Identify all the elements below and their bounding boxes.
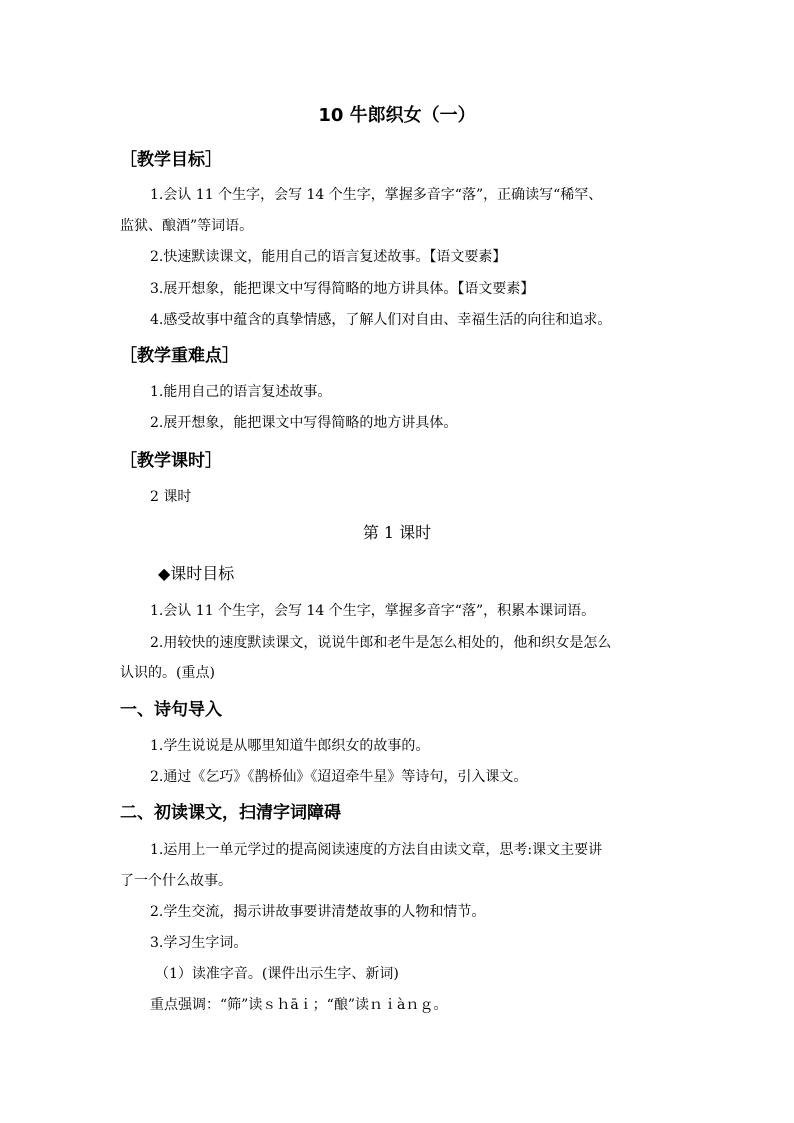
page-title: 10 牛郎织女（一） bbox=[318, 105, 476, 126]
part2-item-3: 3.学习生字词。 bbox=[150, 935, 248, 951]
part2-item-1-cont: 了一个什么故事。 bbox=[120, 873, 232, 889]
key-point-item-1: 1.能用自己的语言复述故事。 bbox=[150, 384, 332, 400]
lesson-goals-heading: ◆课时目标 bbox=[158, 564, 235, 583]
key-points-heading: ［教学重难点］ bbox=[120, 346, 239, 366]
objective-item-2: 2.快速默读课文，能用自己的语言复述故事。【语文要素】 bbox=[150, 249, 507, 265]
part2-emphasis: 重点强调：“筛”读ｓｈāｉ；“酿”读ｎｉàｎｇ。 bbox=[150, 997, 448, 1013]
lesson-goal-2-cont: 认识的。(重点) bbox=[120, 665, 215, 681]
part2-item-2: 2.学生交流，揭示讲故事要讲清楚故事的人物和情节。 bbox=[150, 904, 486, 920]
part1-heading: 一、诗句导入 bbox=[120, 700, 222, 720]
hours-heading: ［教学课时］ bbox=[120, 451, 222, 471]
part1-item-2: 2.通过《乞巧》《鹊桥仙》《迢迢牵牛星》等诗句，引入课文。 bbox=[150, 769, 528, 785]
objective-item-1: 1.会认 11 个生字，会写 14 个生字，掌握多音字“落”，正确读写“稀罕、 bbox=[150, 187, 603, 203]
hours-value: 2 课时 bbox=[150, 489, 192, 505]
lesson-goal-1: 1.会认 11 个生字，会写 14 个生字，掌握多音字“落”，积累本课词语。 bbox=[150, 603, 596, 619]
lesson-heading: 第 1 课时 bbox=[362, 523, 432, 542]
key-point-item-2: 2.展开想象，能把课文中写得简略的地方讲具体。 bbox=[150, 415, 458, 431]
part1-item-1: 1.学生说说是从哪里知道牛郎织女的故事的。 bbox=[150, 738, 430, 754]
objective-item-3: 3.展开想象，能把课文中写得简略的地方讲具体。【语文要素】 bbox=[150, 281, 535, 297]
lesson-goal-2: 2.用较快的速度默读课文，说说牛郎和老牛是怎么相处的，他和织女是怎么 bbox=[150, 635, 612, 651]
part2-item-1: 1.运用上一单元学过的提高阅读速度的方法自由读文章，思考:课文主要讲 bbox=[150, 842, 603, 858]
objective-item-1-cont: 监狱、酿酒”等词语。 bbox=[120, 218, 254, 234]
part2-heading: 二、初读课文，扫清字词障碍 bbox=[120, 803, 341, 823]
objective-item-4: 4.感受故事中蕴含的真挚情感，了解人们对自由、幸福生活的向往和追求。 bbox=[150, 312, 612, 328]
objectives-heading: ［教学目标］ bbox=[120, 150, 222, 170]
part2-item-3-sub1: （1）读准字音。(课件出示生字、新词) bbox=[155, 966, 399, 982]
